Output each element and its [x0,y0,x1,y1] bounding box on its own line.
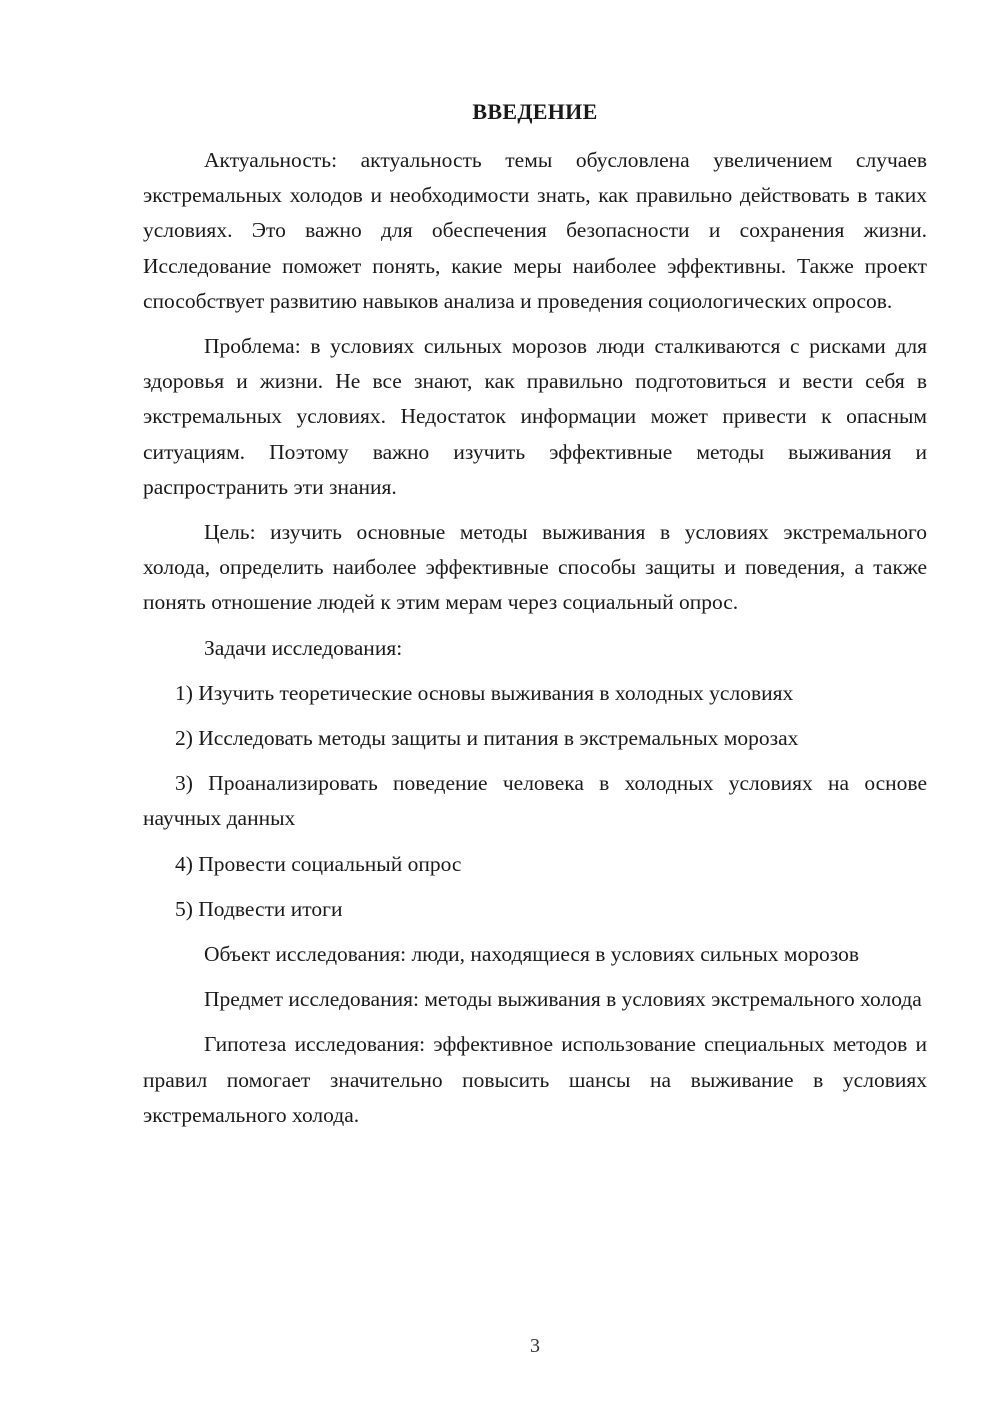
task-item: 1) Изучить теоретические основы выживания в холодных условиях [175,680,794,705]
page-number: 3 [530,1335,540,1357]
relevance-paragraph: Актуальность: актуальность темы обусловлена увеличением случаев экстремальных холодов и необходимости знать, как правильно действовать в таких условиях. Это важно для обеспечения безопасности и сохранения жизни. Исследование поможет понять, какие меры наиболее эффективны. Также проект способствует развитию навыков анализа и проведения социологических опросов. [143,148,927,313]
task-item: 3) Проанализировать поведение человека в холодных условиях на основе научных данных [143,771,927,831]
document-page [143,0,927,1414]
section-title: ВВЕДЕНИЕ [472,99,598,124]
hypothesis-paragraph: Гипотеза исследования: эффективное использование специальных методов и правил помогает значительно повысить шансы на выживание в условиях экстремального холода. [143,1032,927,1127]
goal-paragraph: Цель: изучить основные методы выживания в условиях экстремального холода, определить наиболее эффективные способы защиты и поведения, а также понять отношение людей к этим мерам через социальный опрос. [143,520,927,615]
task-item: 4) Провести социальный опрос [175,851,462,876]
task-item: 2) Исследовать методы защиты и питания в экстремальных морозах [175,726,799,751]
research-subject-paragraph: Предмет исследования: методы выживания в условиях экстремального холода [204,987,922,1012]
task-item: 5) Подвести итоги [175,896,343,921]
section-body [143,143,927,1143]
tasks-heading: Задачи исследования: [204,635,403,660]
research-object-paragraph: Объект исследования: люди, находящиеся в условиях сильных морозов [204,942,859,967]
problem-paragraph: Проблема: в условиях сильных морозов люди сталкиваются с рисками для здоровья и жизни. Не все знают, как правильно подготовиться и вести себя в экстремальных условиях. Недостаток информации может привести к опасным ситуациям. Поэтому важно изучить эффективные методы выживания и распространить эти знания. [143,334,927,499]
